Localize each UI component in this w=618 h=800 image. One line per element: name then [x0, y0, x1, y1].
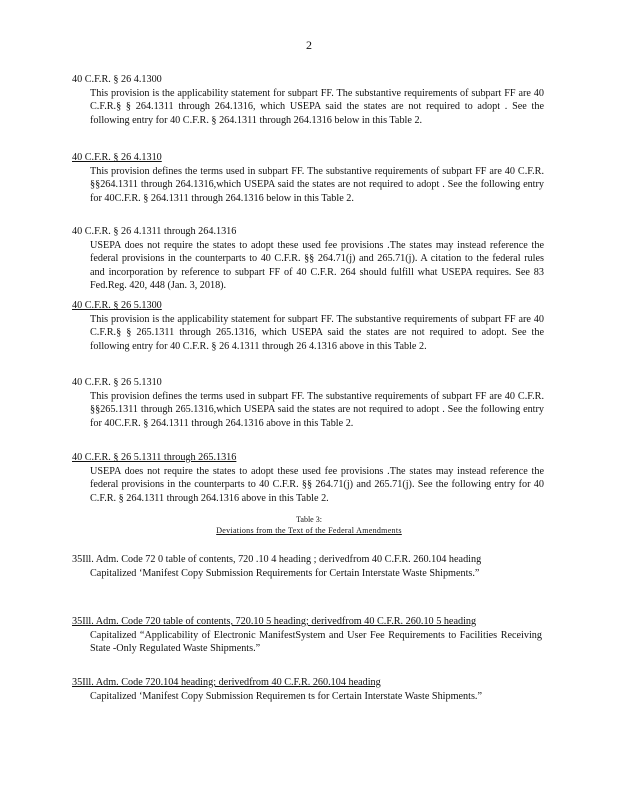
entry-body: USEPA does not require the states to adopt these used fee provisions .The states may instead reference the federal provisions in the counterparts to 40 C.F.R. §§ 264.71(j) and 265.71(j). A citation to the federal rules and incorporation by reference to subpart FF of 40 C.F.R. 264 should fulfill what USEPA requires. See 83 Fed.Reg. 420, 448 (Jan. 3, 2018). — [90, 239, 544, 291]
entry-body: USEPA does not require the states to adopt these used fee provisions .The states may instead reference the federal provisions in the counterparts to 40 C.F.R. §§ 264.71(j) and 265.71(j). See the following entry for 40 C.F.R. § 264.1311 through 264.1316 above in this Table 2. — [90, 465, 544, 504]
entry-body: This provision defines the terms used in subpart FF. The substantive requirements of subpart FF are 40 C.F.R. §§264.1311 through 264.1316,which USEPA said the states are not required to adopt . See the following entry for 40C.F.R. § 264.1311 through 264.1316 below in this Table 2. — [90, 165, 544, 204]
entry-264-1310 — [72, 151, 544, 205]
entry-body: This provision defines the terms used in subpart FF. The substantive requirements of subpart FF are 40 C.F.R. §§265.1311 through 265.1316,which USEPA said the states are not required to adopt . See the following entry for 40C.F.R. § 264.1311 through 264.1316 above in this Table 2. — [90, 390, 544, 429]
table-entry-720-104-heading — [72, 676, 542, 703]
table-title: Table 3: — [296, 515, 322, 524]
table-entry-body: Capitalized ‘Manifest Copy Submission Requirements for Certain Interstate Waste Shipments.” — [90, 567, 480, 579]
table-entry-heading: 35Ill. Adm. Code 720 table of contents, 720.10 5 heading; derivedfrom 40 C.F.R. 260.10 5 heading — [72, 616, 477, 627]
page-number: 2 — [306, 38, 312, 52]
entry-265-1310 — [72, 376, 544, 430]
table-entry-720-104-contents — [72, 553, 542, 580]
entry-heading: 40 C.F.R. § 26 4.1300 — [72, 74, 162, 85]
entry-heading: 40 C.F.R. § 26 5.1300 — [72, 300, 162, 311]
table-entry-720-105-contents — [72, 615, 542, 656]
table-entry-heading: 35Ill. Adm. Code 72 0 table of contents, 720 .10 4 heading ; derivedfrom 40 C.F.R. 260.104 heading — [72, 554, 482, 565]
entry-264-1311-1316 — [72, 225, 544, 293]
entry-heading: 40 C.F.R. § 26 4.1311 through 264.1316 — [72, 226, 237, 237]
table-subtitle: Deviations from the Text of the Federal Amendments — [216, 526, 402, 535]
table-entry-body: Capitalized “Applicability of Electronic ManifestSystem and User Fee Requirements to Facilities Receiving State -Only Regulated Waste Shipments.” — [90, 629, 542, 654]
entry-265-1300 — [72, 299, 544, 353]
entry-heading: 40 C.F.R. § 26 4.1310 — [72, 152, 162, 163]
entry-264-1300 — [72, 73, 544, 127]
table-entry-body: Capitalized ‘Manifest Copy Submission Requiremen ts for Certain Interstate Waste Shipments.” — [90, 690, 482, 702]
entry-heading: 40 C.F.R. § 26 5.1310 — [72, 377, 162, 388]
entry-heading: 40 C.F.R. § 26 5.1311 through 265.1316 — [72, 452, 237, 463]
entry-body: This provision is the applicability statement for subpart FF. The substantive requirements of subpart FF are 40 C.F.R.§ § 264.1311 through 264.1316, which USEPA said the states are not required to adopt . See the following entry for 40 C.F.R. § 264.1311 through 264.1316 below in this Table 2. — [90, 87, 544, 126]
table-entry-heading: 35Ill. Adm. Code 720.104 heading; derivedfrom 40 C.F.R. 260.104 heading — [72, 677, 381, 688]
table-title-block — [0, 514, 618, 536]
entry-265-1311-1316 — [72, 451, 544, 505]
entry-body: This provision is the applicability statement for subpart FF. The substantive requirements of subpart FF are 40 C.F.R.§ § 265.1311 through 265.1316, which USEPA said the states are not required to adopt. See the following entry for 40 C.F.R. § 26 4.1311 through 26 4.1316 above in this Table 2. — [90, 313, 544, 352]
